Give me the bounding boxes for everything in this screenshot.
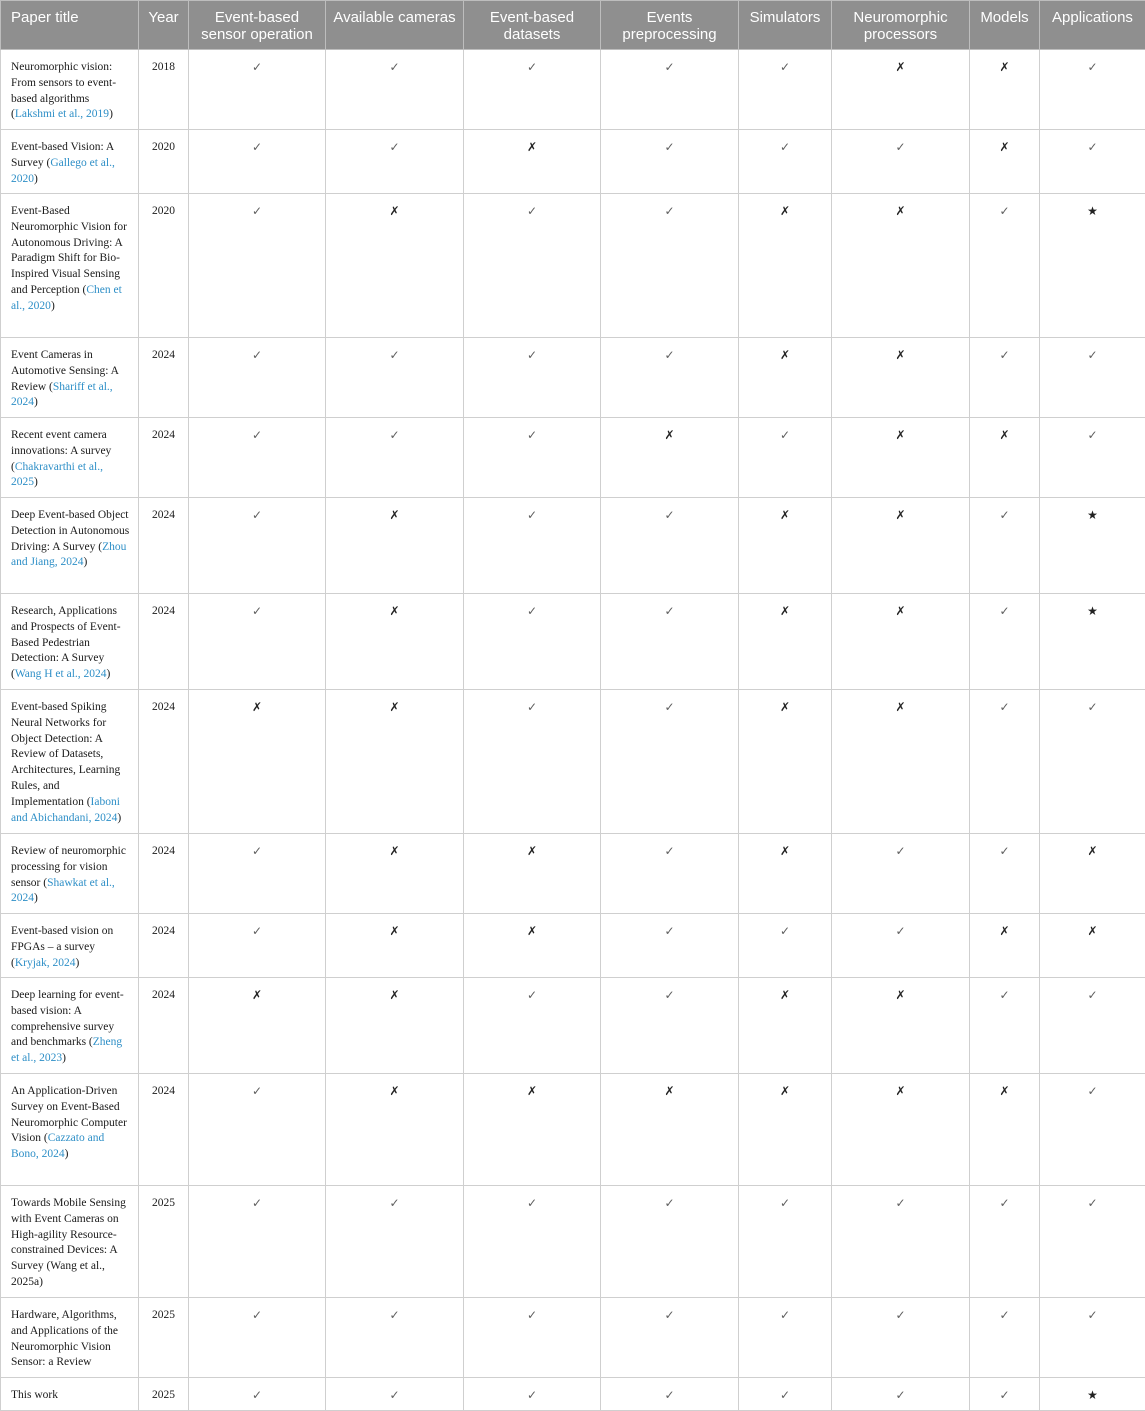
- check-icon: ✓: [832, 130, 970, 194]
- cross-icon: ✗: [601, 1074, 739, 1186]
- check-icon: ✓: [601, 834, 739, 914]
- check-icon: ✓: [1040, 690, 1145, 834]
- check-icon: ✓: [189, 338, 326, 418]
- citation-link[interactable]: Zhou and Jiang, 2024: [11, 540, 127, 569]
- header-label: Simulators: [749, 9, 821, 26]
- check-icon: ✓: [970, 338, 1040, 418]
- paper-title: Review of neuromorphic processing for vision sensor: [11, 845, 126, 889]
- cross-icon: ✗: [832, 50, 970, 130]
- cross-icon: ✗: [464, 834, 601, 914]
- paper-title: Recent event camera innovations: A survey: [11, 429, 112, 457]
- cross-icon: ✗: [970, 1074, 1040, 1186]
- paper-title-cell: Event Cameras in Automotive Sensing: A Review (Shariff et al., 2024): [1, 338, 139, 418]
- check-icon: ✓: [601, 1378, 739, 1411]
- paper-title-cell: [1, 1378, 139, 1411]
- check-icon: ✓: [970, 1298, 1040, 1378]
- cross-icon: ✗: [326, 834, 464, 914]
- check-icon: ✓: [326, 1298, 464, 1378]
- citation-link[interactable]: Zheng et al., 2023: [11, 1036, 123, 1065]
- table-row: [1, 194, 1145, 338]
- paper-title: Neuromorphic vision: From sensors to event-based algorithms: [11, 61, 117, 105]
- year-cell: 2025: [139, 1298, 189, 1378]
- header-paper-title: [1, 1, 139, 50]
- check-icon: ✓: [464, 690, 601, 834]
- table-row: [1, 1378, 1145, 1411]
- cross-icon: ✗: [832, 194, 970, 338]
- check-icon: ✓: [970, 690, 1040, 834]
- check-icon: ✓: [832, 1298, 970, 1378]
- paper-title-cell: Deep Event-based Object Detection in Autonomous Driving: A Survey (Zhou and Jiang, 2024): [1, 498, 139, 594]
- paper-title: Research, Applications and Prospects of Event-Based Pedestrian Detection: A Survey: [11, 605, 121, 665]
- header-datasets: [464, 1, 601, 50]
- check-icon: ✓: [464, 418, 601, 498]
- citation-link[interactable]: Kryjak, 2024: [14, 956, 76, 969]
- paper-title: Event-based vision on FPGAs – a survey: [11, 925, 114, 953]
- cross-icon: ✗: [326, 498, 464, 594]
- check-icon: ✓: [326, 130, 464, 194]
- check-icon: ✓: [189, 834, 326, 914]
- cross-icon: ✗: [739, 498, 832, 594]
- check-icon: ✓: [601, 690, 739, 834]
- year-cell: 2024: [139, 338, 189, 418]
- header-label: Events preprocessing: [622, 9, 717, 43]
- year-cell: 2024: [139, 690, 189, 834]
- paper-title-cell: Event-based Vision: A Survey (Gallego et al., 2020): [1, 130, 139, 194]
- check-icon: ✓: [326, 338, 464, 418]
- paper-title: Event-based Spiking Neural Networks for Object Detection: A Review of Datasets, Architectures, Learning Rules, and Implementation: [11, 701, 121, 808]
- cross-icon: ✗: [464, 914, 601, 978]
- year-cell: 2025: [139, 1378, 189, 1411]
- check-icon: ✓: [601, 194, 739, 338]
- cross-icon: ✗: [189, 690, 326, 834]
- check-icon: ✓: [832, 834, 970, 914]
- cross-icon: ✗: [739, 978, 832, 1074]
- cross-icon: ✗: [326, 914, 464, 978]
- year-cell: 2024: [139, 418, 189, 498]
- header-label: Paper title: [11, 9, 79, 26]
- check-icon: ✓: [189, 1074, 326, 1186]
- check-icon: ✓: [189, 594, 326, 690]
- check-icon: ✓: [739, 50, 832, 130]
- check-icon: ✓: [1040, 978, 1145, 1074]
- header-neuromorphic-processors: [832, 1, 970, 50]
- check-icon: ✓: [1040, 130, 1145, 194]
- check-icon: ✓: [189, 1298, 326, 1378]
- citation-link[interactable]: Shariff et al., 2024: [11, 380, 113, 409]
- year-cell: 2024: [139, 1074, 189, 1186]
- cross-icon: ✗: [832, 338, 970, 418]
- header-simulators: [739, 1, 832, 50]
- header-models: [970, 1, 1040, 50]
- check-icon: ✓: [601, 130, 739, 194]
- check-icon: ✓: [326, 418, 464, 498]
- cross-icon: ✗: [832, 978, 970, 1074]
- table-row: [1, 690, 1145, 834]
- table-row: [1, 338, 1145, 418]
- table-row: [1, 1074, 1145, 1186]
- citation-link[interactable]: Shawkat et al., 2024: [11, 876, 115, 905]
- paper-title-cell: Event-Based Neuromorphic Vision for Autonomous Driving: A Paradigm Shift for Bio-Inspired Visual Sensing and Perception (Chen et al., 2020): [1, 194, 139, 338]
- check-icon: ✓: [464, 50, 601, 130]
- check-icon: ✓: [601, 914, 739, 978]
- star-icon: ★: [1040, 1378, 1145, 1411]
- header-preprocessing: [601, 1, 739, 50]
- check-icon: ✓: [601, 1298, 739, 1378]
- check-icon: ✓: [970, 1378, 1040, 1411]
- cross-icon: ✗: [970, 914, 1040, 978]
- header-applications: [1040, 1, 1145, 50]
- check-icon: ✓: [189, 130, 326, 194]
- cross-icon: ✗: [1040, 914, 1145, 978]
- year-cell: 2024: [139, 914, 189, 978]
- table-row: [1, 978, 1145, 1074]
- check-icon: ✓: [189, 418, 326, 498]
- cross-icon: ✗: [832, 594, 970, 690]
- citation-link[interactable]: Gallego et al., 2020: [11, 156, 115, 185]
- cross-icon: ✗: [832, 690, 970, 834]
- paper-title-cell: Deep learning for event-based vision: A comprehensive survey and benchmarks (Zheng et al., 2023): [1, 978, 139, 1074]
- check-icon: ✓: [739, 914, 832, 978]
- table-row: [1, 50, 1145, 130]
- cross-icon: ✗: [326, 690, 464, 834]
- year-cell: 2025: [139, 1186, 189, 1298]
- header-available-cameras: [326, 1, 464, 50]
- check-icon: ✓: [1040, 418, 1145, 498]
- paper-title: Event Cameras in Automotive Sensing: A Review: [11, 349, 119, 393]
- check-icon: ✓: [326, 1378, 464, 1411]
- header-label: Available cameras: [333, 9, 456, 26]
- paper-title-cell: Neuromorphic vision: From sensors to event-based algorithms (Lakshmi et al., 2019): [1, 50, 139, 130]
- check-icon: ✓: [601, 50, 739, 130]
- cross-icon: ✗: [739, 690, 832, 834]
- check-icon: ✓: [832, 1186, 970, 1298]
- check-icon: ✓: [832, 1378, 970, 1411]
- paper-title-cell: [1, 1298, 139, 1378]
- check-icon: ✓: [1040, 1186, 1145, 1298]
- check-icon: ✓: [1040, 1074, 1145, 1186]
- citation-link[interactable]: Chen et al., 2020: [11, 283, 122, 312]
- star-icon: ★: [1040, 194, 1145, 338]
- check-icon: ✓: [464, 498, 601, 594]
- check-icon: ✓: [189, 914, 326, 978]
- header-label: Models: [980, 9, 1029, 26]
- check-icon: ✓: [832, 914, 970, 978]
- citation-link[interactable]: Iaboni and Abichandani, 2024: [11, 795, 120, 824]
- year-cell: 2020: [139, 194, 189, 338]
- check-icon: ✓: [970, 834, 1040, 914]
- paper-title: Deep Event-based Object Detection in Autonomous Driving: A Survey: [11, 509, 130, 553]
- check-icon: ✓: [739, 130, 832, 194]
- paper-title: Event-based Vision: A Survey: [11, 141, 114, 169]
- check-icon: ✓: [739, 1298, 832, 1378]
- check-icon: ✓: [464, 338, 601, 418]
- check-icon: ✓: [189, 498, 326, 594]
- check-icon: ✓: [739, 1378, 832, 1411]
- check-icon: ✓: [464, 594, 601, 690]
- cross-icon: ✗: [326, 1074, 464, 1186]
- cross-icon: ✗: [464, 130, 601, 194]
- paper-title-cell: Event-based vision on FPGAs – a survey (Kryjak, 2024): [1, 914, 139, 978]
- check-icon: ✓: [189, 1378, 326, 1411]
- header-label: Applications: [1052, 9, 1133, 26]
- paper-title: This work: [11, 1389, 58, 1401]
- check-icon: ✓: [326, 50, 464, 130]
- paper-title-cell: Recent event camera innovations: A survey (Chakravarthi et al., 2025): [1, 418, 139, 498]
- table-row: [1, 594, 1145, 690]
- year-cell: 2024: [139, 594, 189, 690]
- year-cell: 2018: [139, 50, 189, 130]
- check-icon: ✓: [601, 498, 739, 594]
- cross-icon: ✗: [326, 978, 464, 1074]
- year-cell: 2020: [139, 130, 189, 194]
- cross-icon: ✗: [832, 498, 970, 594]
- check-icon: ✓: [601, 338, 739, 418]
- citation-link[interactable]: Cazzato and Bono, 2024: [11, 1132, 105, 1161]
- cross-icon: ✗: [739, 594, 832, 690]
- year-cell: 2024: [139, 978, 189, 1074]
- check-icon: ✓: [970, 1186, 1040, 1298]
- check-icon: ✓: [189, 50, 326, 130]
- check-icon: ✓: [970, 498, 1040, 594]
- paper-title: An Application-Driven Survey on Event-Based Neuromorphic Computer Vision: [11, 1085, 127, 1145]
- paper-title: Event-Based Neuromorphic Vision for Autonomous Driving: A Paradigm Shift for Bio-Inspired Visual Sensing and Perception: [11, 205, 127, 296]
- cross-icon: ✗: [1040, 834, 1145, 914]
- check-icon: ✓: [1040, 50, 1145, 130]
- cross-icon: ✗: [832, 1074, 970, 1186]
- paper-title-cell: Event-based Spiking Neural Networks for Object Detection: A Review of Datasets, Architectures, Learning Rules, and Implementation (Iaboni and Abichandani, 2024): [1, 690, 139, 834]
- check-icon: ✓: [739, 1186, 832, 1298]
- cross-icon: ✗: [739, 834, 832, 914]
- year-cell: 2024: [139, 498, 189, 594]
- cross-icon: ✗: [739, 338, 832, 418]
- table-row: [1, 498, 1145, 594]
- check-icon: ✓: [1040, 1298, 1145, 1378]
- citation-link[interactable]: Lakshmi et al., 2019: [14, 108, 110, 121]
- year-cell: 2024: [139, 834, 189, 914]
- header-label: Neuromorphic processors: [853, 9, 948, 43]
- check-icon: ✓: [189, 194, 326, 338]
- header-label: Event-based sensor operation: [201, 9, 313, 43]
- cross-icon: ✗: [189, 978, 326, 1074]
- check-icon: ✓: [189, 1186, 326, 1298]
- star-icon: ★: [1040, 594, 1145, 690]
- check-icon: ✓: [970, 194, 1040, 338]
- check-icon: ✓: [464, 1186, 601, 1298]
- check-icon: ✓: [970, 594, 1040, 690]
- table-row: [1, 1298, 1145, 1378]
- table-row: [1, 418, 1145, 498]
- header-label: Year: [148, 9, 179, 26]
- table-row: [1, 914, 1145, 978]
- header-label: Event-based datasets: [489, 9, 575, 43]
- cross-icon: ✗: [326, 594, 464, 690]
- paper-title: Hardware, Algorithms, and Applications of the Neuromorphic Vision Sensor: a Review: [11, 1309, 118, 1369]
- table-row: [1, 130, 1145, 194]
- cross-icon: ✗: [464, 1074, 601, 1186]
- check-icon: ✓: [464, 978, 601, 1074]
- check-icon: ✓: [464, 1298, 601, 1378]
- cross-icon: ✗: [739, 194, 832, 338]
- paper-title-cell: Review of neuromorphic processing for vision sensor (Shawkat et al., 2024): [1, 834, 139, 914]
- check-icon: ✓: [601, 594, 739, 690]
- star-icon: ★: [1040, 498, 1145, 594]
- cross-icon: ✗: [832, 418, 970, 498]
- paper-title-cell: An Application-Driven Survey on Event-Based Neuromorphic Computer Vision (Cazzato and Bono, 2024): [1, 1074, 139, 1186]
- header-row: [1, 1, 1145, 50]
- check-icon: ✓: [1040, 338, 1145, 418]
- header-sensor-operation: [189, 1, 326, 50]
- paper-title: Deep learning for event-based vision: A comprehensive survey and benchmarks: [11, 989, 124, 1049]
- paper-title-cell: Research, Applications and Prospects of Event-Based Pedestrian Detection: A Survey (Wang H et al., 2024): [1, 594, 139, 690]
- check-icon: ✓: [970, 978, 1040, 1074]
- check-icon: ✓: [464, 1378, 601, 1411]
- cross-icon: ✗: [326, 194, 464, 338]
- cross-icon: ✗: [970, 418, 1040, 498]
- check-icon: ✓: [464, 194, 601, 338]
- check-icon: ✓: [601, 978, 739, 1074]
- header-year: [139, 1, 189, 50]
- cross-icon: ✗: [739, 1074, 832, 1186]
- table-row: [1, 1186, 1145, 1298]
- table-header: [1, 1, 1145, 50]
- check-icon: ✓: [326, 1186, 464, 1298]
- cross-icon: ✗: [601, 418, 739, 498]
- check-icon: ✓: [739, 418, 832, 498]
- paper-title: Towards Mobile Sensing with Event Cameras on High-agility Resource-constrained Devices: A Survey (Wang et al., 2025a): [11, 1197, 126, 1288]
- citation-link[interactable]: Chakravarthi et al., 2025: [11, 460, 103, 489]
- cross-icon: ✗: [970, 130, 1040, 194]
- citation-link[interactable]: Wang H et al., 2024: [14, 668, 107, 681]
- check-icon: ✓: [601, 1186, 739, 1298]
- table-body: [1, 50, 1145, 1411]
- paper-title-cell: [1, 1186, 139, 1298]
- cross-icon: ✗: [970, 50, 1040, 130]
- table-row: [1, 834, 1145, 914]
